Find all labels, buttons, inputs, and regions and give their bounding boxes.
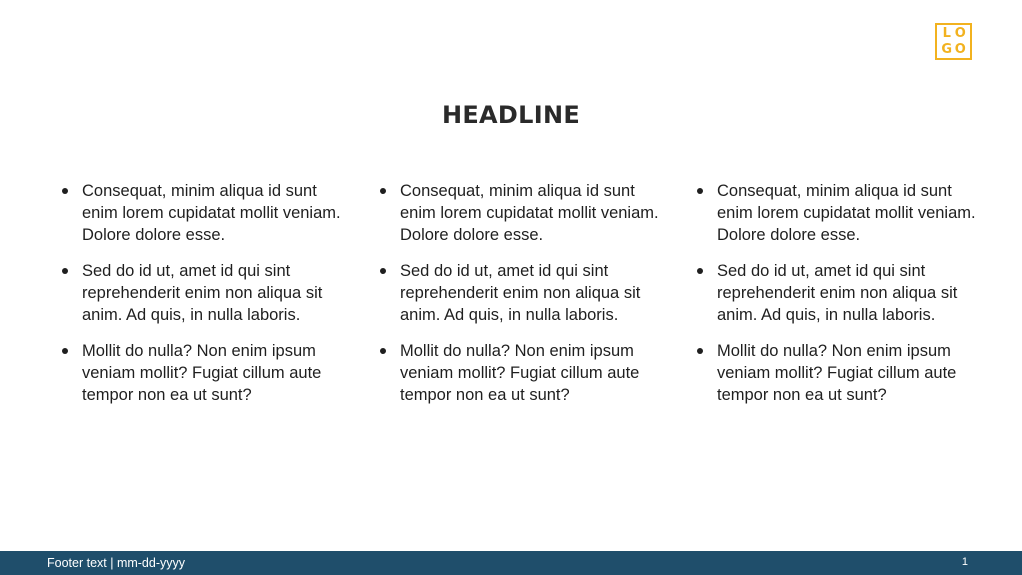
list-item-text: Mollit do nulla? Non enim ipsum veniam mollit? Fugiat cillum aute tempor non ea ut sunt? — [400, 342, 640, 404]
list-item-text: Mollit do nulla? Non enim ipsum veniam mollit? Fugiat cillum aute tempor non ea ut sunt? — [82, 342, 322, 404]
list-item — [696, 340, 986, 406]
list-item — [61, 260, 351, 326]
list-item — [696, 180, 986, 246]
bullet-icon — [61, 180, 71, 202]
bullet-icon — [696, 340, 706, 362]
logo — [935, 23, 972, 60]
list-item — [61, 180, 351, 246]
bullet-icon — [379, 340, 389, 362]
bullet-column-2 — [379, 180, 669, 420]
list-item-text: Consequat, minim aliqua id sunt enim lorem cupidatat mollit veniam. Dolore dolore esse. — [717, 182, 976, 244]
list-item-text: Consequat, minim aliqua id sunt enim lorem cupidatat mollit veniam. Dolore dolore esse. — [400, 182, 659, 244]
list-item-text: Mollit do nulla? Non enim ipsum veniam mollit? Fugiat cillum aute tempor non ea ut sunt? — [717, 342, 957, 404]
list-item — [379, 180, 669, 246]
footer-bar — [0, 551, 1022, 575]
bullet-icon — [379, 180, 389, 202]
bullet-icon — [696, 180, 706, 202]
logo-letter: O — [954, 41, 966, 57]
bullet-icon — [61, 260, 71, 282]
list-item — [379, 340, 669, 406]
logo-letter: G — [941, 41, 953, 57]
page-title: HEADLINE — [441, 101, 581, 129]
bullet-icon — [379, 260, 389, 282]
list-item-text: Sed do id ut, amet id qui sint reprehenderit enim non aliqua sit anim. Ad quis, in nulla laboris. — [82, 262, 323, 324]
list-item — [61, 340, 351, 406]
page-number: 1 — [961, 556, 968, 568]
bullet-column-1 — [61, 180, 351, 420]
bullet-icon — [61, 340, 71, 362]
bullet-column-3 — [696, 180, 986, 420]
footer-text: Footer text | mm-dd-yyyy — [47, 556, 185, 570]
bullet-icon — [696, 260, 706, 282]
logo-letter: O — [954, 26, 966, 42]
list-item — [696, 260, 986, 326]
list-item — [379, 260, 669, 326]
list-item-text: Sed do id ut, amet id qui sint reprehenderit enim non aliqua sit anim. Ad quis, in nulla laboris. — [400, 262, 641, 324]
logo-letter: L — [942, 26, 951, 42]
list-item-text: Sed do id ut, amet id qui sint reprehenderit enim non aliqua sit anim. Ad quis, in nulla laboris. — [717, 262, 958, 324]
list-item-text: Consequat, minim aliqua id sunt enim lorem cupidatat mollit veniam. Dolore dolore esse. — [82, 182, 341, 244]
